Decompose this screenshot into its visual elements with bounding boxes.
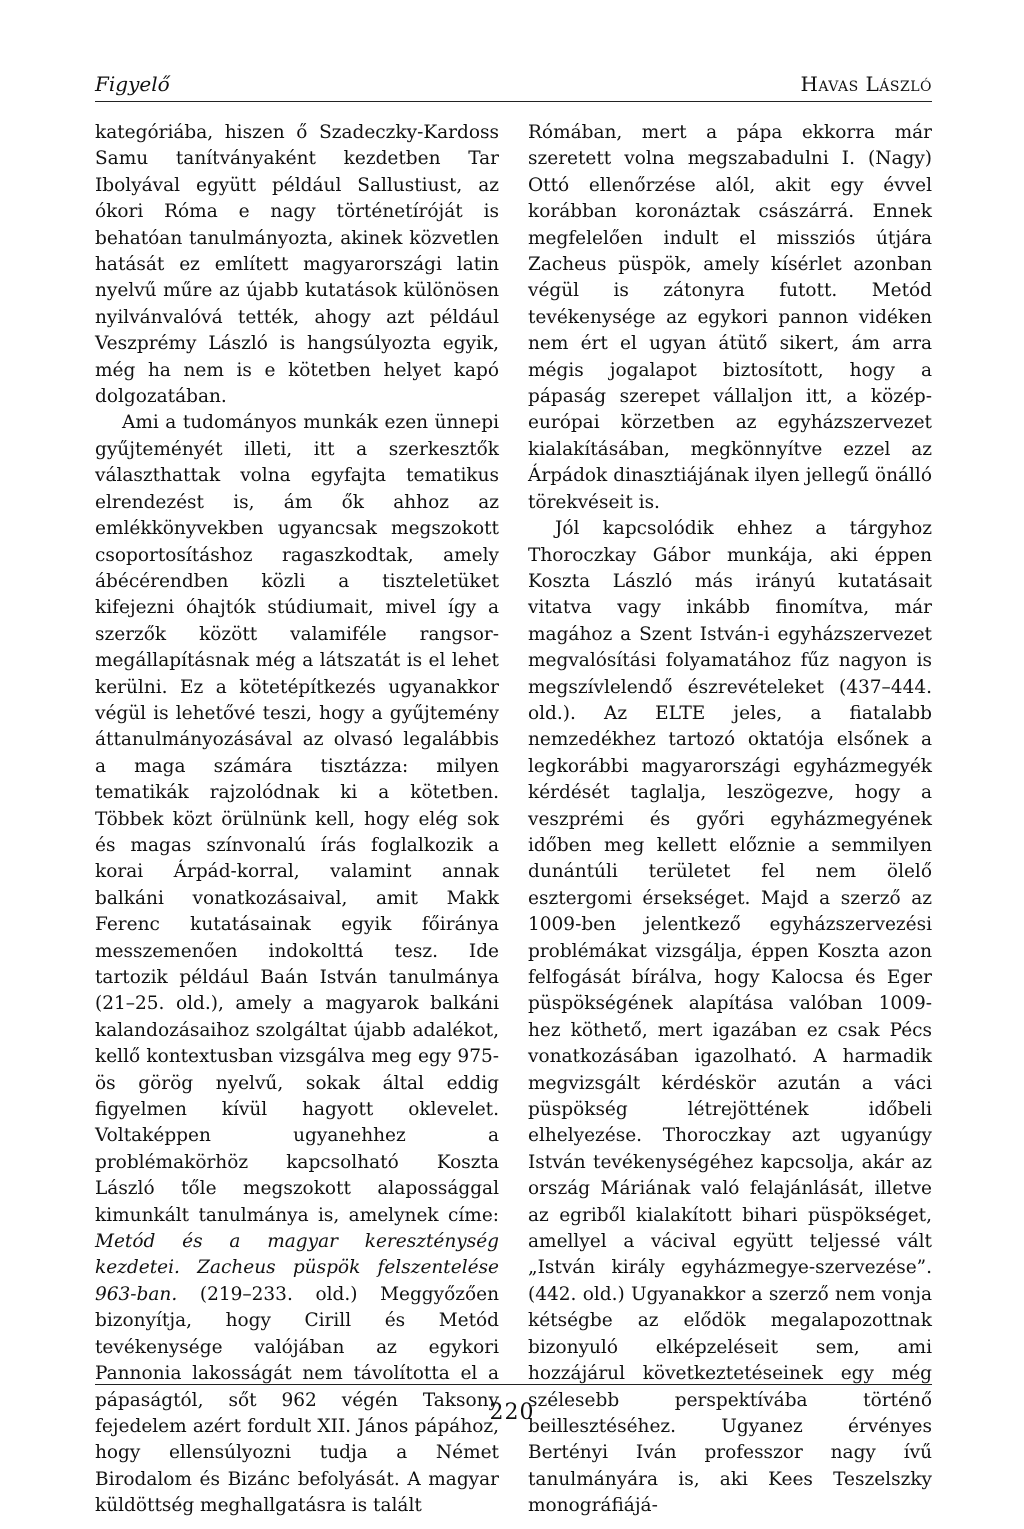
paragraph [95, 410, 499, 1519]
author-name: Havas László [800, 72, 932, 96]
header-rule [95, 101, 932, 102]
page-number: 220 [489, 1400, 535, 1425]
paragraph-text: (219–233. old.) Meggyőzően bizonyítja, hogy Cirill és Metód tevékenysége valójában az egykori Pannonia lakosságát nem távolította el a pápaságtól, sőt 962 végén Taksony fejedelem azért fordult XII. János pápához, hogy ellensúlyozni tudja a Német Birodalom és Bizánc befolyását. A magyar küldöttség meghallgatásra is talált [95, 1283, 499, 1517]
paragraph: Jól kapcsolódik ehhez a tárgyhoz Thoroczkay Gábor munkája, aki éppen Koszta László más irányú kutatásait vitatva vagy inkább finomítva, már magához a Szent István-i egyházszervezet megvalósítási folyamatához fűz nagyon is megszívlelendő észrevételeket (437–444. old.). Az ELTE jeles, a fiatalabb nemzedékhez tartozó oktatója elsőnek a legkorábbi magyarországi egyházmegyék kérdését taglalja, leszögezve, hogy a veszprémi és győri egyházmegyének időben meg kellett előznie a semmilyen dunántúli területet fel nem ölelő esztergomi érsekséget. Majd a szerző az 1009-ben jelentkező egyházszervezési problémákat vizsgálja, éppen Koszta azon felfogását bírálva, hogy Kalocsa és Eger püspökségének alapítása valóban 1009-hez köthető, mert igazában ez csak Pécs vonatkozásában igazolható. A harmadik megvizsgált kérdéskör azután a váci püspökség létrejöttének időbeli elhelyezése. Thoroczkay azt ugyanúgy István tevékenységéhez kapcsolja, akár az ország Máriának való felajánlását, illetve az egriből kialakított bihari püspökséget, amellyel a vácival együtt teljessé vált „István király egyházmegye-szervezése”. (442. old.) Ugyanakkor a szerző nem vonja kétségbe az elődök megalapozottnak bizonyuló elképzeléseit sem, ami hozzájárul következtetéseinek egy még szélesebb perspektívába történő beillesztéséhez. Ugyanez érvényes Bertényi Iván professzor nagy ívű tanulmányára is, aki Kees Teszelszky monográfiájá- [528, 518, 932, 1517]
running-header [95, 68, 932, 102]
right-column [528, 120, 932, 1520]
paragraph: Rómában, mert a pápa ekkorra már szeretett volna megszabadulni I. (Nagy) Ottó ellenőrzése alól, akit egy évvel korábban koronáztak császárrá. Ennek megfelelően indult el missziós útjára Zacheus püspök, amely kísérlet azonban végül is zátonyra futott. Metód tevékenysége az egykori pannon vidéken nem ért el ugyan átütő sikert, ám arra mégis jogalapot biztosított, hogy a pápaság szerepet vállaljon itt, a közép-európai körzetben az egyházszervezet kialakításában, megkönnyítve ezzel az Árpádok dinasztiájának ilyen jellegű önálló törekvéseit is. [528, 122, 932, 513]
section-title: Figyelő [95, 72, 170, 96]
paragraph: kategóriába, hiszen ő Szadeczky-Kardoss Samu tanítványaként kezdetben Tar Ibolyával együtt például Sallustiust, az ókori Róma e nagy történetíróját is behatóan tanulmányozta, akinek közvetlen hatását ez említett magyarországi latin nyelvű műre az újabb kutatások különösen nyilvánvalóvá tették, ahogy azt például Veszprémy László is hangsúlyozta egyik, még ha nem is e kötetben helyet kapó dolgozatában. [95, 122, 499, 408]
paragraph-text: Ami a tudományos munkák ezen ünnepi gyűjteményét illeti, itt a szerkesztők választhattak volna egyfajta tematikus elrendezést is, ám ők ahhoz az emlékkönyvekben ugyancsak megszokott csoportosításhoz ragaszkodtak, amely ábécérendben közli a tiszteletüket kifejezni óhajtók stúdiumait, mivel így a szerzők között valamiféle rangsor-megállapításnak még a látszatát is el lehet kerülni. Ez a kötetépítkezés ugyanakkor végül is lehetővé teszi, hogy a gyűjtemény áttanulmányozásával az olvasó legalábbis a maga számára tisztázza: milyen tematikák rajzolódnak ki a kötetben. Többek közt örülnünk kell, hogy elég sok és magas színvonalú írás foglalkozik a korai Árpád-korral, valamint annak balkáni vonatkozásaival, amit Makk Ferenc kutatásainak egyik főiránya messzemenően indokolttá tesz. Ide tartozik például Baán István tanulmánya (21–25. old.), amely a magyarok balkáni kalandozásaihoz szolgáltat újabb adalékot, kellő kontextusban vizsgálva meg egy 975-ös görög nyelvű, sokak által eddig figyelmen kívül hagyott oklevelet. Voltaképpen ugyanehhez a problémakörhöz kapcsolható Koszta László tőle megszokott alapossággal kimunkált tanulmánya is, amelynek címe: [95, 412, 499, 1226]
article-title: Metód és a magyar kereszténység kezdetei. Zacheus püspök felszentelése 963-ban. [95, 1231, 499, 1305]
footer-rule [95, 1384, 932, 1385]
left-column [95, 120, 499, 1520]
